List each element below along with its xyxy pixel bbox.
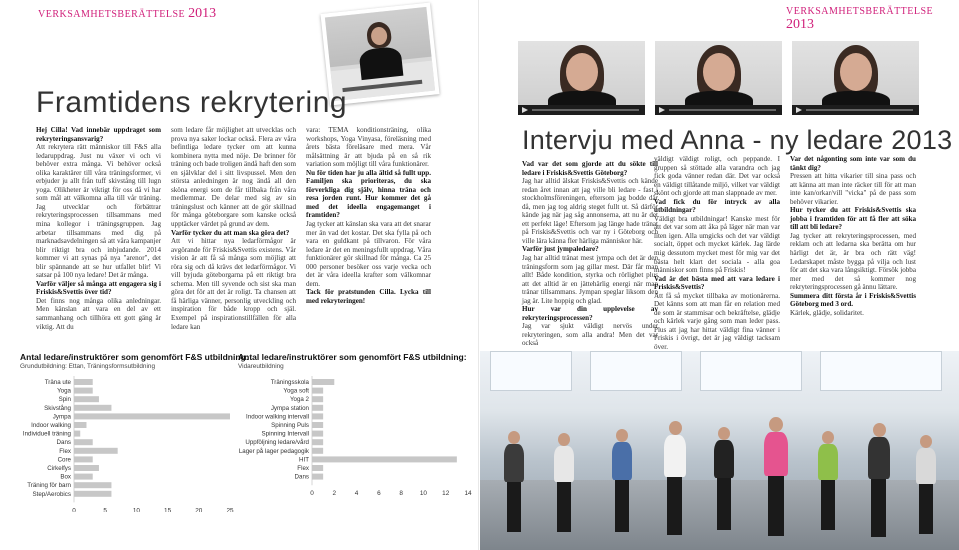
bar <box>74 405 111 411</box>
x-tick-label: 0 <box>72 507 76 512</box>
question-heading: Hur var din upplevelse av rekryteringsprocessen? <box>522 305 658 322</box>
bar <box>74 439 93 445</box>
page-title-left: Framtidens rekrytering <box>36 86 348 119</box>
category-label: Jympa <box>52 413 71 421</box>
body-paragraph: Jag var sjukt väldigt nervös under rekryteringen, som alla andra! Men det var också <box>522 322 658 348</box>
bar <box>312 422 323 428</box>
body-paragraph: väldigt väldigt roligt, och peppande. I gruppen så stöttade alla varandra och jag fick goda vänner redan där. Det var också en väldigt tillåtande miljö, vilket var väldigt skönt och gjorde att man slappnade av mer. <box>654 155 780 198</box>
body-paragraph: Väldigt bra utbildningar! Kanske mest för att det var som att åka på läger när man var liten igen. Alla umgicks och det var väldigt socialt, öppet och mycket kärlek. Jag lärde mig dessutom mycket mest för mig var det bästa helt klart det sociala - alla goa människor som finns på Friskis! <box>654 214 780 275</box>
chart-further-training-plot <box>238 372 478 512</box>
chart-further-training <box>238 352 478 370</box>
category-label: Cirkelfys <box>47 465 71 472</box>
question-heading: Vad fick du för intryck av alla utbildningar? <box>654 197 780 215</box>
question-heading: Hur tycker du att Friskis&Svettis ska jobba i framtiden för att få fler att söka till att bli ledare? <box>790 206 916 232</box>
right-text-column-1 <box>522 160 658 348</box>
anna-video-still-2[interactable] <box>655 41 782 115</box>
category-label: HIT <box>299 456 309 464</box>
bar <box>74 482 111 488</box>
bar <box>74 396 99 402</box>
right-page-header <box>786 6 959 33</box>
body-paragraph: Jag tycker att känslan ska vara att det snarar mer än vad det kostar. Det ska fylla på och vara en guldkant på tillvaron. För våra ledare är det en meningsfullt uppdrag. Våra funktionärer gör skillnad för många. Ca 25 000 personer besöker oss varje vecka och det är våra ideella krafter som välkomnar dem. <box>306 220 431 288</box>
bar <box>312 439 323 445</box>
chart-subtitle: Grundutbildning: Ettan, Träningsformsutbildning <box>20 363 155 370</box>
question-heading: Varför tycker du att man ska göra det? <box>171 228 290 237</box>
bar <box>312 431 323 437</box>
body-paragraph: Att rekrytera rätt människor till F&S alla ledaruppdrag. Just nu växer vi och vi behöver extra många. Vi behöver också olika karaktärer till våra träningsformer, vi erbjuder ju allt från tuff skivstång till lugn yoga. Olikheter är viktigt för oss då vi har som mål att välkomna alla till vår träning. Jag utvecklar och förbättrar rekryteringsprocessen tillsammans med mina kollegor i träningsgruppen. Jag arbetar tillsammans med dig på marknadsavdelningen så att våra kampanjer blir riktigt bra och inbjudande. 2014 kommer vi att synas på nya "arenor", det blir spännande att se hur utfallet blir! Vi satsar på 100 nya ledare! Det är många. <box>36 143 161 280</box>
category-label: Indoor walking <box>31 422 71 429</box>
body-paragraph: Jag tycker att rekryteringsprocessen, med reklam och att ledarna ska berätta om hur härligt det är, är bra och rätt väg! Ledarskapet måste bygga på vilja och lust för att det ska vara långsiktigt. Försök jobba mer med det så kommer nog rekryteringsprocessen gå ännu lättare. <box>790 231 916 292</box>
question-heading: Vad var det som gjorde att du sökte till ledare i Friskis&Svettis Göteborg? <box>522 160 658 177</box>
category-label: Spin <box>58 396 71 404</box>
left-text-column-2 <box>171 126 296 331</box>
chart-basic-training <box>20 352 250 370</box>
left-text-column-3 <box>306 126 431 305</box>
bar <box>74 413 230 419</box>
question-heading: Summera ditt första år i Friskis&Svettis Göteborg med 3 ord. <box>790 291 916 309</box>
category-label: Lager på lager pedagogik <box>238 447 309 455</box>
header-year: 2013 <box>786 17 814 32</box>
chart-basic-training-plot <box>20 372 240 512</box>
category-label: Spinning Intervall <box>261 430 309 438</box>
bar <box>312 465 323 471</box>
bar <box>312 396 323 402</box>
category-label: Individuell träning <box>22 430 71 438</box>
page-title-right: Intervju med Anna - ny ledare 2013 <box>522 125 953 155</box>
bar <box>74 422 86 428</box>
category-label: Yoga 2 <box>289 396 309 404</box>
header-label: VERKSAMHETSBERÄTTELSE <box>786 6 934 17</box>
body-paragraph: Att vi hittar nya ledarförmågor är avgörande för Friskis&Svettis existens. Vår vision är att få så många som möjligt att röra sig och då krävs det ledarförmågor. Vi vill byjuda göteborgarna på ett riktigt bra schema. Men till syvende och sist ska man göra det för att det är roligt. Ta chansen att få härliga vänner, personlig utveckling och inspiration för både kropp och själ. Exempel på inspirationstillfällen för alla ledare kan <box>171 237 296 331</box>
question-heading: Nu för tiden har ju alla ältid så fullt upp. Familjen ska prioriteras, du ska förverkliga dig själv, hinna träna och resa jorden runt. Hur kommer det gå med det ideella engagemanget i framtiden? <box>306 168 431 220</box>
question-heading: Varför just jympaledare? <box>522 245 599 254</box>
right-text-column-2 <box>654 155 780 352</box>
x-tick-label: 4 <box>354 490 359 498</box>
bar <box>74 456 93 462</box>
category-label: Spinning Puls <box>271 422 309 429</box>
bar <box>74 431 80 437</box>
bar <box>74 474 93 480</box>
body-paragraph: som ledare får möjlighet att utvecklas och prova nya saker lockar också. Flera av våra befintliga ledare tycker om att kunna kombinera nytta med nöje. De brinner för träning och bade troligen ändå haft den som en självklar del i sitt livspussel. Men den största anledningen är nog ändå all den sköna energi som de får tillbaka från våra medlemmar. De delar med sig av sin träningslust och känner att de gör skillnad för många göteborgare som kanske också upptäcker värdet på grund av dem. <box>171 126 296 229</box>
body-paragraph: Det finns nog många olika anledningar. Men känslan att vara en del av ett sammanhang och tillhöra ett gott gäng är viktig. Att du <box>36 296 161 331</box>
bar <box>312 388 323 394</box>
category-label: Box <box>60 473 71 481</box>
page-divider <box>478 0 479 550</box>
header-label: VERKSAMHETSBERÄTTELSE <box>38 9 186 20</box>
question-heading: Var det någonting som inte var som du tänkt dig? <box>790 155 916 172</box>
body-paragraph: Kärlek, glädje, solidaritet. <box>790 308 864 317</box>
x-tick-label: 5 <box>103 507 107 512</box>
x-tick-label: 25 <box>226 507 234 512</box>
bar <box>74 491 111 497</box>
category-label: Step/Aerobics <box>32 490 71 498</box>
category-label: Yoga <box>57 387 71 395</box>
question-heading: Vad är det bästa med att vara ledare i Friskis&Svettis? <box>654 274 780 292</box>
category-label: Dans <box>56 439 71 447</box>
bar <box>74 388 93 394</box>
body-paragraph: Jag har alltid älskat Friskis&Svettis och kände redan året innan att jag ville bli ledare - fast i stockholmsföreningen, eftersom jag bodde där då, men jag tog aldrig steget fullt ut. Så därför kände jag när jag såg annonserna, att nu är det ett perfekt läge! Eftersom jag länge hade tränat på Friskis&Svettis och var ny i Göteborg och ville lära känna fler härliga människor här. <box>522 177 658 245</box>
anna-video-still-3[interactable] <box>792 41 919 115</box>
x-tick-label: 10 <box>419 490 427 498</box>
category-label: Flex <box>297 465 309 472</box>
bar <box>312 405 323 411</box>
chart-title: Antal ledare/instruktörer som genomfört F&S utbildning: <box>238 352 467 362</box>
category-label: Indoor walking intervall <box>246 413 309 421</box>
x-tick-label: 20 <box>195 507 203 512</box>
body-paragraph: Pressen att hitta vikarier till sina pass och att känna att man inte räcker till för att man inte kan/orkar/vill "vicka" på de pass som behöver vikarier. <box>790 172 916 206</box>
question-heading: Tack för pratstunden Cilla. Lycka till med rekryteringen! <box>306 288 431 305</box>
body-paragraph: vara: TEMA konditionsträning, olika workshops, Yoga Vinyasa, föreläsning med årets bästa föreläsare med mera. Vår målsättning är att bjuda på en så rik variation som möjligt till våra funktionärer. <box>306 126 431 169</box>
left-text-column-1 <box>36 126 161 331</box>
x-tick-label: 2 <box>332 490 337 498</box>
category-label: Jympa station <box>270 404 309 412</box>
category-label: Dans <box>294 473 309 481</box>
anna-video-still-1[interactable] <box>518 41 645 115</box>
x-tick-label: 15 <box>164 507 172 512</box>
category-label: Träningsskola <box>270 379 309 386</box>
question-heading: Hej Cilla! Vad innebär uppdraget som rekryteringsansvarig? <box>36 126 161 143</box>
body-paragraph: Jag har alltid tränat mest jympa och det är den träningsform som jag gillar mest. Där får man allt! Både kondition, styrka och rörlighet plus att det alltid är en jättehärlig energi när man tränar tillsammans. Jympan speglar liksom den jag är. Lite hoppig och glad. <box>522 254 658 305</box>
question-heading: Varför väljer så många att engagera sig i Friskis&Svettis över tid? <box>36 279 161 297</box>
header-year: 2013 <box>188 6 217 21</box>
bar <box>312 448 323 454</box>
category-label: Yoga soft <box>283 387 309 395</box>
bar <box>312 413 323 419</box>
right-text-column-3 <box>790 155 916 317</box>
x-tick-label: 8 <box>399 490 403 498</box>
chart-title: Antal ledare/instruktörer som genomfört F&S utbildning: <box>20 352 249 362</box>
bar <box>312 379 334 385</box>
x-tick-label: 6 <box>377 490 381 498</box>
chart-subtitle: Vidareutbildning <box>238 363 284 370</box>
bar <box>312 456 457 462</box>
bar <box>74 465 99 471</box>
x-tick-label: 10 <box>132 507 140 512</box>
bar <box>74 379 93 385</box>
category-label: Uppföljning ledare/vård <box>245 439 309 447</box>
category-label: Core <box>57 456 71 464</box>
gym-class-photo <box>480 351 959 550</box>
category-label: Träna ute <box>44 379 71 386</box>
left-page-header <box>38 6 216 22</box>
category-label: Träning för barn <box>27 482 71 490</box>
x-tick-label: 14 <box>464 490 472 498</box>
body-paragraph: Att få så mycket tillbaka av motionärerna. Det känns som att man får en relation med de som är stammisar och bekräftelse, glädje och kärlek varje gång som man leder pass. Plus att jag har hittat väldigt fina vänner i Friskis i övrigt, det är jag väldigt tacksam över. <box>654 291 780 352</box>
x-tick-label: 0 <box>310 490 314 498</box>
bar <box>312 474 323 480</box>
x-tick-label: 12 <box>442 490 450 498</box>
category-label: Skivstång <box>44 404 71 412</box>
category-label: Flex <box>59 447 71 455</box>
bar <box>74 448 118 454</box>
